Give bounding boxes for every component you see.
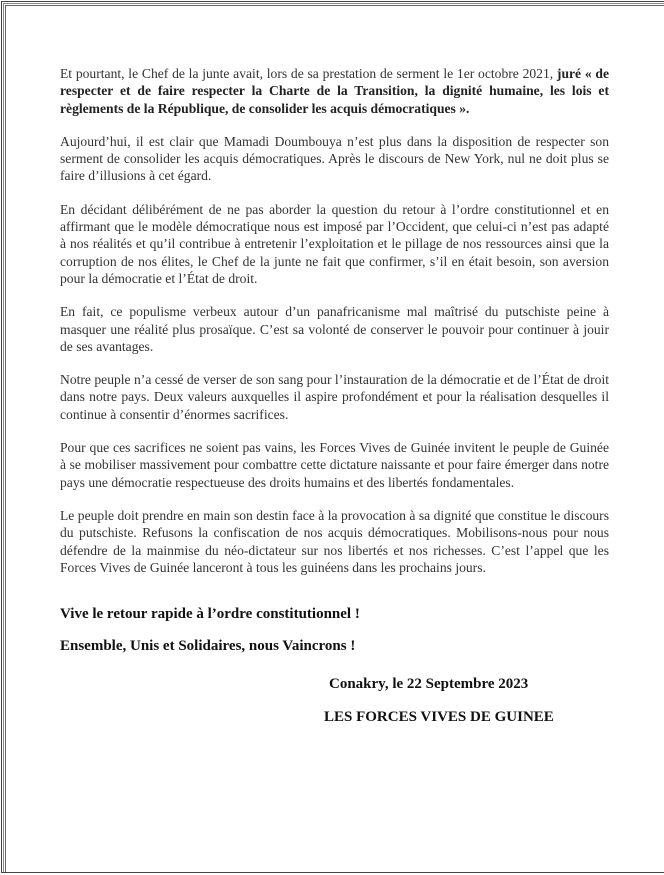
paragraph-populism: En fait, ce populisme verbeux autour d’un panafricanisme mal maîtrisé du putschiste peine à masquer une réalité plus prosaïque. C’est sa volonté de conserver le pouvoir pour continuer à jouir de ses avantages. [60, 304, 609, 354]
slogan-together-united: Ensemble, Unis et Solidaires, nous Vaincrons ! [60, 638, 356, 655]
paragraph-deciding: En décidant délibérément de ne pas aborder la question du retour à l’ordre constitutionnel et en affirmant que le modèle démocratique nous est imposé par l’Occident, que celui-ci n’est pas adapté à nos réalités et qu’il contribue à entretenir l’exploitation et le pillage de nos ressources ainsi que la corruption de nos élites, le Chef de la junte ne fait que confirmer, s’il en était besoin, son aversion pour la démocratie et l’État de droit. [60, 201, 609, 286]
paragraph-call-to-action: Le peuple doit prendre en main son destin face à la provocation à sa dignité que constitue le discours du putschiste. Refusons la confiscation de nos acquis démocratiques. Mobilisons-nous pour nous défendre de la mainmise du néo-dictateur sur nos libertés et nos richesses. C’est l’appel que les Forces Vives de Guinée lanceront à tous les guinéens dans les prochains jours. [60, 507, 609, 575]
paragraph-oath [60, 65, 609, 117]
paragraph-our-people: Notre peuple n’a cessé de verser de son sang pour l’instauration de la démocratie et de l’État de droit dans notre pays. Deux valeurs auxquelles il aspire profondément et pour la réalisation desquelles il continue à consentir d’énormes sacrifices. [60, 372, 609, 422]
paragraph-sacrifices: Pour que ces sacrifices ne soient pas vains, les Forces Vives de Guinée invitent le peuple de Guinée à se mobiliser massivement pour combattre cette dictature naissante et pour faire émerger dans notre pays une démocratie respectueuse des droits humains et des libertés fondamentales. [60, 440, 609, 490]
document-body [60, 65, 609, 656]
paragraph-oath-intro: Et pourtant, le Chef de la junte avait, lors de sa prestation de serment le 1er octobre 2021, [60, 66, 557, 81]
signature-place-date: Conakry, le 22 Septembre 2023 [329, 676, 529, 692]
signature-organization: LES FORCES VIVES DE GUINEE [324, 709, 554, 725]
paragraph-today: Aujourd’hui, il est clair que Mamadi Doumbouya n’est plus dans la disposition de respecter son serment de consolider les acquis démocratiques. Après le discours de New York, nul ne doit plus se faire d’illusions à cet égard. [60, 133, 609, 184]
slogan-constitutional-order: Vive le retour rapide à l’ordre constitutionnel ! [60, 606, 360, 623]
paragraph-oath-quote: juré « de respecter et de faire respecter la Charte de la Transition, la dignité humaine, les lois et règlements de la République, de consolider les acquis démocratiques ». [60, 66, 609, 116]
